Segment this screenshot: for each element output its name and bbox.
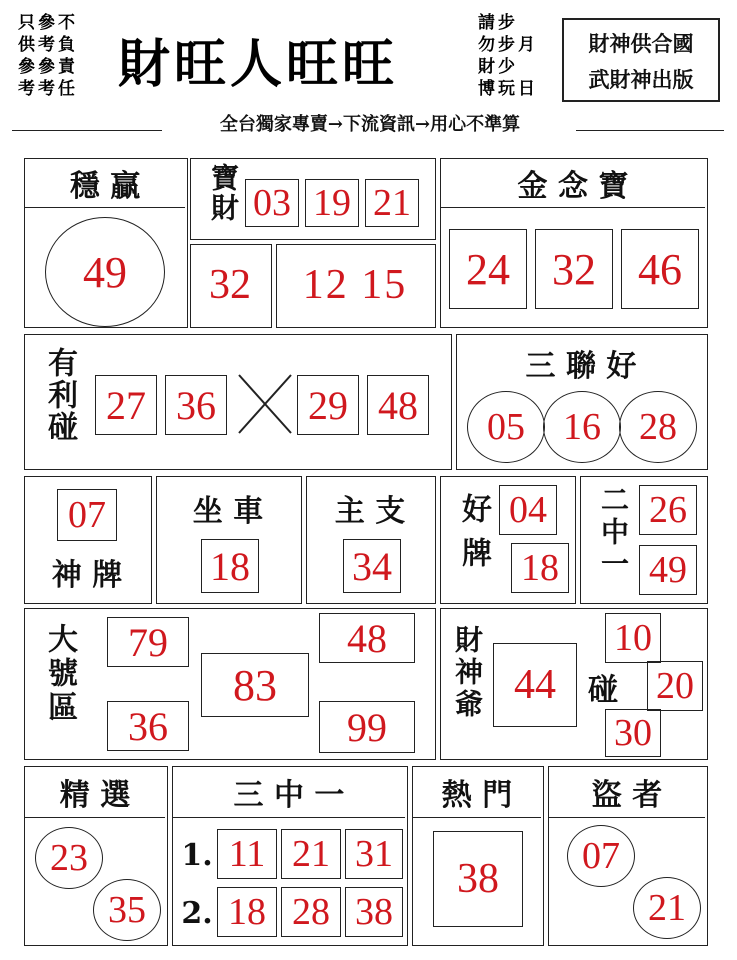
zhuzhi-number: 34 — [343, 539, 401, 593]
jingxuan-number: 35 — [93, 879, 161, 941]
zhuzhi-label: 主 支 — [334, 494, 406, 529]
jingxuan-number: 23 — [35, 827, 103, 889]
right-notice — [478, 12, 568, 100]
daozhe-number: 07 — [567, 825, 635, 887]
haopai-panel — [440, 476, 576, 604]
sanzhongyi-number: 38 — [345, 887, 403, 937]
wenying-panel — [24, 158, 188, 328]
dahaoqu-number: 79 — [107, 617, 189, 667]
shenpai-panel — [24, 476, 152, 604]
caishenye-number: 20 — [647, 661, 703, 711]
daozhe-number: 21 — [633, 877, 701, 939]
jinnianbao-number: 32 — [535, 229, 613, 309]
notice-line: 供考負 — [18, 35, 78, 55]
notice-line: 請步 — [478, 13, 518, 33]
caishenye-peng-label: 碰 — [588, 673, 618, 708]
sanzhongyi-number: 28 — [281, 887, 341, 937]
banner: 全台獨家專賣→下流資訊→用心不準算 — [219, 114, 521, 135]
baocai-left-number: 32 — [209, 262, 251, 308]
cross-icon — [237, 373, 293, 435]
jinnianbao-number: 24 — [449, 229, 527, 309]
banner-rule-left — [12, 130, 162, 131]
divider — [173, 817, 405, 818]
left-notice — [18, 12, 100, 100]
dahaoqu-number: 99 — [319, 701, 415, 753]
sanlianhao-number: 05 — [467, 391, 545, 463]
divider — [413, 817, 541, 818]
haopai-label: 好牌 — [456, 493, 491, 581]
youlipeng-number: 27 — [95, 375, 157, 435]
sanlianhao-label: 三 聯 好 — [525, 349, 637, 384]
baocai-label: 寶財 — [207, 163, 240, 223]
sanlianhao-panel — [456, 334, 708, 470]
caishenye-number: 10 — [605, 613, 661, 663]
youlipeng-number: 48 — [367, 375, 429, 435]
sanzhongyi-panel — [172, 766, 408, 946]
publisher-line: 財神供合國 — [588, 31, 694, 56]
sanzhongyi-number: 11 — [217, 829, 277, 879]
banner-rule-right — [576, 130, 724, 131]
erzhongyi-panel — [580, 476, 708, 604]
divider — [549, 817, 705, 818]
notice-line: 只參不 — [18, 13, 78, 33]
baocai-number: 21 — [365, 179, 419, 227]
publisher-box — [562, 18, 720, 102]
daozhe-panel — [548, 766, 708, 946]
wenying-label: 穩 贏 — [69, 169, 141, 204]
zuoche-number: 18 — [201, 539, 259, 593]
zuoche-label: 坐 車 — [192, 494, 264, 529]
baocai-right-number: 12 15 — [302, 262, 408, 308]
jinnianbao-number: 46 — [621, 229, 699, 309]
baocai-number: 19 — [305, 179, 359, 227]
notice-line: 財少 — [478, 57, 518, 77]
erzhongyi-number: 49 — [639, 545, 697, 595]
caishenye-panel — [440, 608, 708, 760]
remen-label: 熱 門 — [441, 778, 513, 813]
jingxuan-label: 精 選 — [59, 778, 131, 813]
youlipeng-panel — [24, 334, 452, 470]
divider — [441, 207, 705, 208]
wenying-number: 49 — [45, 217, 165, 327]
sanzhongyi-number: 18 — [217, 887, 277, 937]
erzhongyi-label: 二中一 — [597, 485, 630, 581]
notice-line: 參參責 — [18, 57, 78, 77]
youlipeng-label: 有利碰 — [42, 347, 77, 443]
baocai-panel — [190, 158, 436, 240]
notice-line: 勿步月 — [478, 35, 538, 55]
sanzhongyi-label: 三 中 一 — [233, 778, 345, 813]
caishenye-number: 30 — [605, 709, 661, 757]
shenpai-number: 07 — [57, 489, 117, 541]
zhuzhi-panel — [306, 476, 436, 604]
remen-panel — [412, 766, 544, 946]
publisher-line: 武財神出版 — [588, 67, 694, 92]
divider — [25, 817, 165, 818]
sanzhongyi-number: 21 — [281, 829, 341, 879]
caishenye-center-number: 44 — [493, 643, 577, 727]
jinnianbao-panel — [440, 158, 708, 328]
row-index: 2. — [181, 895, 213, 931]
zuoche-panel — [156, 476, 302, 604]
remen-number: 38 — [433, 831, 523, 927]
haopai-number: 18 — [511, 543, 569, 593]
youlipeng-number: 36 — [165, 375, 227, 435]
dahaoqu-label: 大號區 — [42, 623, 77, 725]
baocai-left-panel — [190, 244, 272, 328]
row-index: 1. — [181, 837, 213, 873]
dahaoqu-panel — [24, 608, 436, 760]
notice-line: 考考任 — [18, 79, 78, 99]
jingxuan-panel — [24, 766, 168, 946]
dahaoqu-number: 48 — [319, 613, 415, 663]
erzhongyi-number: 26 — [639, 485, 697, 535]
daozhe-label: 盜 者 — [591, 778, 663, 813]
shenpai-label: 神 牌 — [51, 558, 123, 593]
caishenye-label: 財神爺 — [451, 625, 484, 721]
youlipeng-number: 29 — [297, 375, 359, 435]
dahaoqu-number: 36 — [107, 701, 189, 751]
baocai-number: 03 — [245, 179, 299, 227]
baocai-right-panel — [276, 244, 436, 328]
dahaoqu-number: 83 — [201, 653, 309, 717]
page-title: 財旺人旺旺 — [118, 34, 399, 95]
sanlianhao-number: 16 — [543, 391, 621, 463]
notice-line: 博玩日 — [478, 79, 538, 99]
jinnianbao-label: 金 念 寶 — [517, 169, 629, 204]
sanzhongyi-number: 31 — [345, 829, 403, 879]
sanlianhao-number: 28 — [619, 391, 697, 463]
divider — [25, 207, 185, 208]
haopai-number: 04 — [499, 485, 557, 535]
